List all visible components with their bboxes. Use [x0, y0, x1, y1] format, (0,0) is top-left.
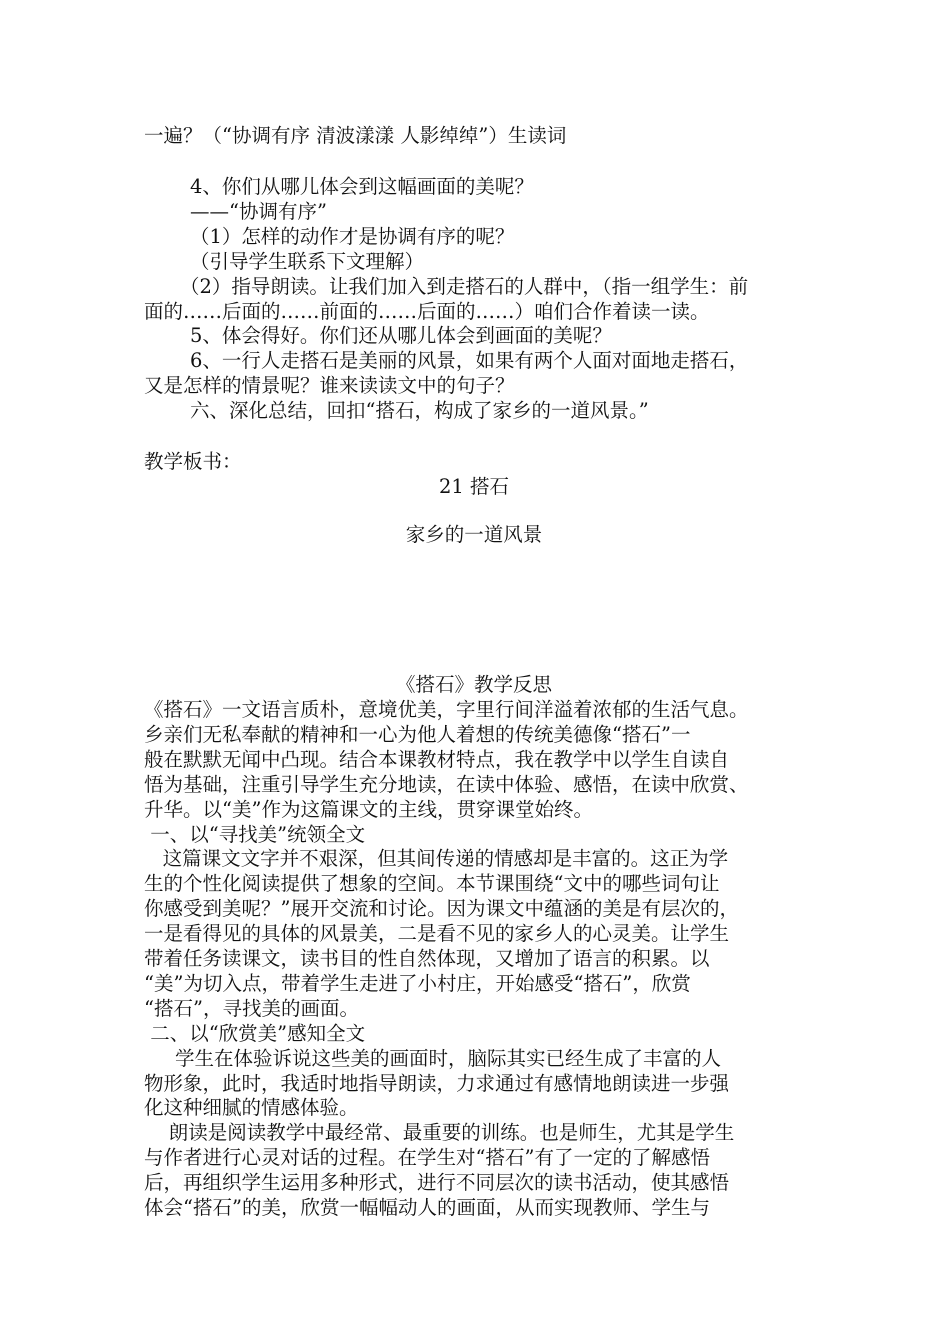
step-4: 4、你们从哪儿体会到这幅画面的美呢？ — [190, 175, 534, 198]
reflection-line: 升华。以“美”作为这篇课文的主线，贯穿课堂始终。 — [144, 798, 593, 821]
reflection-line: “搭石”，寻找美的画面。 — [144, 997, 359, 1020]
step-4-question-1-guide: （引导学生联系下文理解） — [190, 250, 425, 273]
step-six-summary: 六、深化总结，回扣“搭石，构成了家乡的一道风景。” — [190, 399, 649, 422]
step-5: 5、体会得好。你们还从哪儿体会到画面的美呢？ — [190, 324, 612, 347]
reflection-line: 体会“搭石”的美，欣赏一幅幅动人的画面，从而实现教师、学生与 — [144, 1196, 710, 1219]
step-4-question-2-line-2: 面的……后面的……前面的……后面的……）咱们合作着读一读。 — [144, 300, 710, 323]
step-6-line-1: 6、一行人走搭石是美丽的风景，如果有两个人面对面地走搭石， — [190, 349, 749, 372]
board-label: 教学板书： — [144, 450, 242, 473]
reflection-line: 你感受到美呢？”展开交流和讨论。因为课文中蕴涵的美是有层次的， — [144, 897, 739, 920]
reflection-line: 物形象，此时，我适时地指导朗读，力求通过有感情地朗读进一步强 — [144, 1072, 730, 1095]
reflection-line: 二、以“欣赏美”感知全文 — [144, 1022, 366, 1045]
reflection-line: 乡亲们无私奉献的精神和一心为他人着想的传统美德像“搭石”一 — [144, 723, 691, 746]
reflection-line: 学生在体验诉说这些美的画面时，脑际其实已经生成了丰富的人 — [144, 1047, 721, 1070]
reflection-line: 一是看得见的具体的风景美，二是看不见的家乡人的心灵美。让学生 — [144, 922, 730, 945]
reflection-line: 与作者进行心灵对话的过程。在学生对“搭石”有了一定的了解感悟 — [144, 1146, 710, 1169]
lesson-intro-line: 一遍？（“协调有序 清波漾漾 人影绰绰”）生读词 — [144, 124, 567, 147]
reflection-line: 后，再组织学生运用多种形式，进行不同层次的读书活动，使其感悟 — [144, 1171, 730, 1194]
reflection-line: 《搭石》一文语言质朴，意境优美，字里行间洋溢着浓郁的生活气息。 — [144, 698, 749, 721]
board-title: 21 搭石 — [438, 475, 509, 498]
step-4-question-1: （1）怎样的动作才是协调有序的呢？ — [190, 225, 515, 248]
reflection-title: 《搭石》教学反思 — [395, 673, 552, 696]
step-4-question-2-line-1: （2）指导朗读。让我们加入到走搭石的人群中，（指一组学生：前 — [180, 275, 749, 298]
reflection-line: 生的个性化阅读提供了想象的空间。本节课围绕“文中的哪些词句让 — [144, 872, 720, 895]
reflection-line: 这篇课文文字并不艰深，但其间传递的情感却是丰富的。这正为学 — [144, 847, 729, 870]
reflection-line: 悟为基础，注重引导学生充分地读，在读中体验、感悟，在读中欣赏、 — [144, 773, 749, 796]
reflection-line: 一、以“寻找美”统领全文 — [144, 823, 366, 846]
step-4-focus: ——“协调有序” — [190, 200, 327, 223]
step-6-line-2: 又是怎样的情景呢？谁来读读文中的句子？ — [144, 374, 515, 397]
board-subtitle: 家乡的一道风景 — [405, 523, 543, 546]
reflection-line: 带着任务读课文，读书目的性自然体现，又增加了语言的积累。以 — [144, 947, 710, 970]
reflection-line: 般在默默无闻中凸现。结合本课教材特点，我在教学中以学生自读自 — [144, 748, 730, 771]
reflection-line: 朗读是阅读教学中最经常、最重要的训练。也是师生，尤其是学生 — [144, 1121, 735, 1144]
reflection-line: “美”为切入点，带着学生走进了小村庄，开始感受“搭石”，欣赏 — [144, 972, 691, 995]
reflection-line: 化这种细腻的情感体验。 — [144, 1096, 359, 1119]
